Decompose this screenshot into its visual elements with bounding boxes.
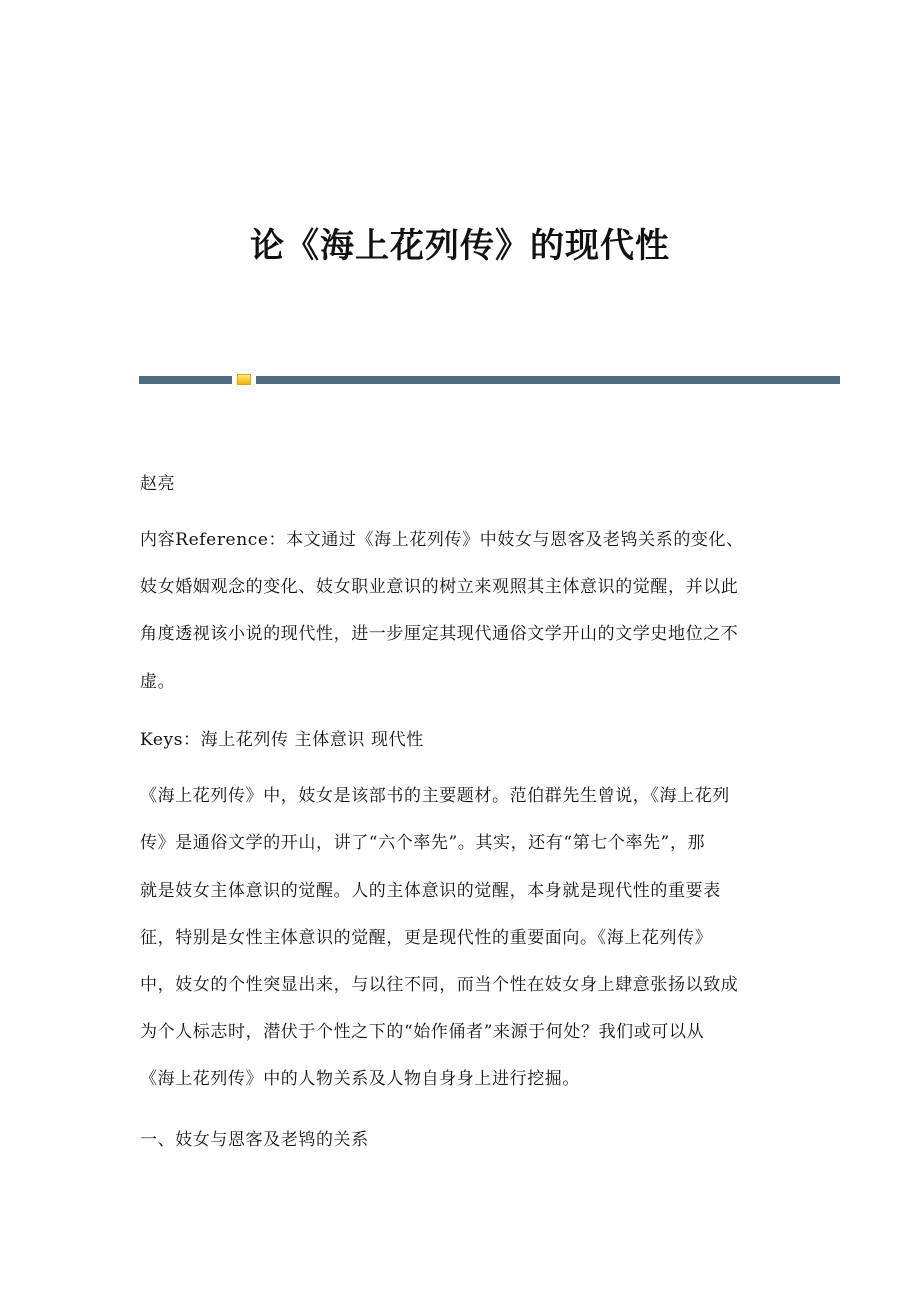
abstract-line: 内容Reference：本文通过《海上花列传》中妓女与恩客及老鸨关系的变化、 [140,530,744,550]
divider-right [256,376,840,384]
body-line: 《海上花列传》中的人物关系及人物自身身上进行挖掘。 [140,1069,580,1089]
abstract-line: 妓女婚姻观念的变化、妓女职业意识的树立来观照其主体意识的觉醒，并以此 [140,577,739,597]
keywords: Keys：海上花列传 主体意识 现代性 [140,730,424,750]
section-heading: 一、妓女与恩客及老鸨的关系 [140,1130,369,1150]
body-line: 为个人标志时，潜伏于个性之下的“始作俑者”来源于何处？我们或可以从 [140,1022,705,1042]
body-line: 中，妓女的个性突显出来，与以往不同，而当个性在妓女身上肆意张扬以致成 [140,975,739,995]
divider-left [139,376,232,384]
document-title: 论《海上花列传》的现代性 [250,226,670,266]
divider-ornament-icon [237,374,251,385]
body-line: 就是妓女主体意识的觉醒。人的主体意识的觉醒，本身就是现代性的重要表 [140,881,721,901]
abstract-line: 虚。 [140,672,176,692]
body-line: 征，特别是女性主体意识的觉醒，更是现代性的重要面向。《海上花列传》 [140,928,713,948]
body-line: 传》是通俗文学的开山，讲了“六个率先”。其实，还有“第七个率先”，那 [140,833,706,853]
author: 赵亮 [140,474,176,494]
abstract-line: 角度透视该小说的现代性，进一步厘定其现代通俗文学开山的文学史地位之不 [140,624,739,644]
body-line: 《海上花列传》中，妓女是该部书的主要题材。范伯群先生曾说，《海上花列 [140,786,730,806]
